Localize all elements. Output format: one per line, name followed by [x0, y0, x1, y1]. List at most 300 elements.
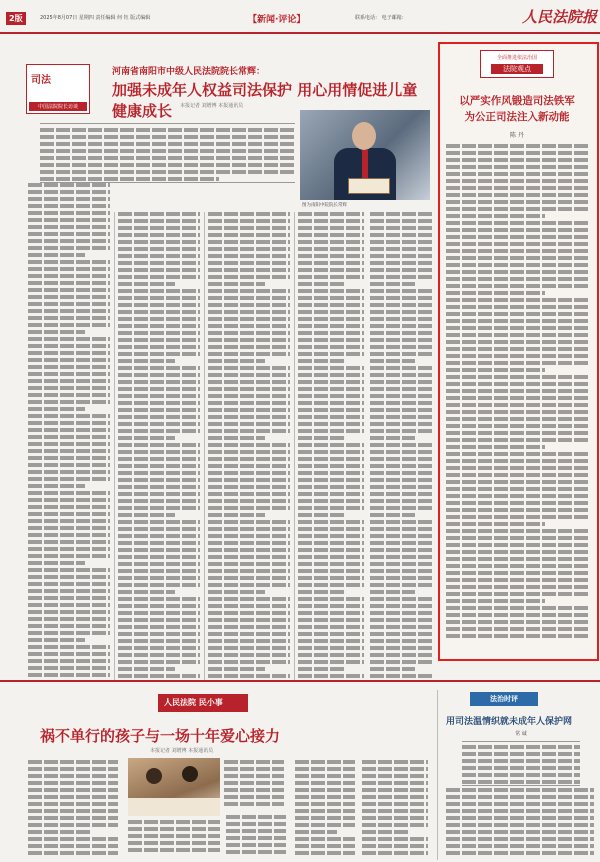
text-line [28, 830, 91, 834]
text-line [208, 233, 290, 237]
text-line [28, 197, 110, 201]
text-line [370, 541, 434, 545]
text-line [446, 403, 588, 407]
text-line [28, 533, 110, 537]
text-line [370, 632, 434, 636]
text-line [118, 254, 200, 258]
text-line [446, 487, 588, 491]
text-line [28, 638, 85, 642]
text-line [208, 268, 290, 272]
text-line [28, 554, 110, 558]
text-line [298, 359, 344, 363]
text-line [362, 816, 428, 820]
text-line [118, 618, 200, 622]
text-line [295, 781, 355, 785]
text-line [446, 144, 588, 148]
text-line [224, 774, 284, 778]
text-line [298, 576, 364, 580]
text-line [28, 809, 118, 813]
text-line [118, 345, 200, 349]
text-line [226, 843, 286, 847]
text-line [370, 485, 434, 489]
text-line [118, 226, 200, 230]
text-line [28, 645, 110, 649]
text-line [208, 240, 290, 244]
column-rule [204, 212, 205, 680]
bottom-right-author: 常 诚 [515, 731, 527, 737]
text-line [224, 788, 284, 792]
column-rule [114, 212, 115, 680]
text-line [208, 457, 290, 461]
text-line [370, 212, 434, 216]
text-line [295, 823, 355, 827]
text-line [370, 471, 434, 475]
text-line [446, 550, 588, 554]
text-line [28, 407, 85, 411]
text-line [446, 396, 588, 400]
text-line [224, 767, 284, 771]
text-line [298, 499, 364, 503]
text-line [118, 660, 200, 664]
text-line [128, 827, 220, 831]
text-line [370, 436, 415, 440]
text-line [295, 816, 355, 820]
text-line [298, 233, 364, 237]
text-line [298, 261, 364, 265]
text-line [446, 501, 588, 505]
text-line [208, 520, 290, 524]
text-line [298, 303, 364, 307]
text-line [118, 562, 200, 566]
text-line [446, 613, 588, 617]
text-line [446, 151, 588, 155]
text-line [208, 219, 290, 223]
text-line [446, 277, 588, 281]
text-line [28, 652, 110, 656]
text-line [208, 261, 290, 265]
text-line [370, 429, 434, 433]
text-line [446, 508, 588, 512]
text-line [118, 394, 200, 398]
text-line [224, 802, 284, 806]
text-line [118, 646, 200, 650]
text-line [298, 282, 344, 286]
text-line [370, 233, 434, 237]
text-line [446, 627, 588, 631]
text-line [298, 611, 364, 615]
text-line [208, 226, 290, 230]
text-line [462, 773, 580, 777]
text-line [298, 478, 364, 482]
text-line [370, 667, 415, 671]
text-line [370, 625, 434, 629]
text-line [370, 380, 434, 384]
text-line [370, 310, 434, 314]
text-line [118, 548, 200, 552]
text-line [208, 443, 290, 447]
text-line [118, 541, 200, 545]
text-line [446, 473, 588, 477]
text-line [446, 298, 588, 302]
bottom-right-headline: 用司法温情织就未成年人保护网 [446, 717, 573, 727]
text-line [370, 387, 434, 391]
text-line [208, 401, 290, 405]
text-line [28, 837, 118, 841]
text-line [446, 319, 588, 323]
text-line [446, 193, 588, 197]
text-line [28, 183, 110, 187]
text-line [446, 340, 588, 344]
text-line [295, 767, 355, 771]
text-line [118, 408, 200, 412]
text-line [370, 590, 415, 594]
text-line [118, 212, 200, 216]
text-line [28, 788, 118, 792]
text-line [28, 484, 85, 488]
text-line [298, 520, 364, 524]
contact-info: 联系电话： 电子邮箱： [355, 15, 407, 21]
text-line [298, 254, 364, 258]
text-line [362, 767, 428, 771]
text-line [28, 491, 110, 495]
text-line [208, 373, 290, 377]
text-line [362, 837, 428, 841]
text-line [208, 548, 290, 552]
text-line [298, 268, 364, 272]
text-line [370, 317, 434, 321]
text-line [298, 625, 364, 629]
text-line [28, 330, 85, 334]
text-line [224, 781, 284, 785]
text-line [118, 450, 200, 454]
bottom-column-5 [362, 760, 428, 860]
text-line [28, 666, 110, 670]
text-line [298, 569, 364, 573]
text-line [362, 760, 428, 764]
page-number: 2版 [6, 12, 26, 25]
text-line [28, 442, 110, 446]
text-line [298, 289, 364, 293]
text-line [446, 802, 594, 806]
text-line [370, 674, 434, 678]
text-line [446, 382, 588, 386]
text-line [118, 296, 200, 300]
text-line [28, 323, 110, 327]
text-line [28, 414, 110, 418]
text-line [370, 569, 434, 573]
text-line [298, 604, 364, 608]
text-line [128, 841, 220, 845]
text-line [446, 431, 588, 435]
text-line [118, 611, 200, 615]
text-line [298, 632, 364, 636]
bottom-right-body [446, 788, 594, 860]
text-line [118, 499, 200, 503]
column-rule [437, 690, 438, 860]
text-line [370, 247, 434, 251]
text-line [118, 513, 175, 517]
text-line [208, 583, 290, 587]
text-line [370, 548, 434, 552]
text-line [446, 424, 588, 428]
text-line [446, 172, 588, 176]
text-line [118, 429, 200, 433]
text-line [446, 221, 588, 225]
text-line [208, 352, 290, 356]
text-line [118, 338, 200, 342]
commentary-body [446, 144, 588, 644]
text-line [118, 219, 200, 223]
text-line [28, 358, 110, 362]
text-line [446, 438, 588, 442]
bottom-photo [128, 758, 220, 816]
text-line [446, 634, 588, 638]
text-line [446, 592, 588, 596]
commentary-title-line-1: 以严实作风锻造司法铁军 [459, 95, 575, 107]
text-line [446, 445, 545, 449]
bottom-column-3 [226, 815, 286, 860]
text-line [446, 389, 588, 393]
commentary-author: 陈 丹 [510, 132, 524, 139]
text-line [28, 211, 110, 215]
text-line [118, 604, 200, 608]
text-line [28, 816, 118, 820]
text-line [370, 338, 434, 342]
text-line [208, 408, 290, 412]
text-line [446, 228, 588, 232]
text-line [208, 422, 290, 426]
text-line [446, 788, 594, 792]
text-line [370, 394, 434, 398]
text-line [298, 590, 344, 594]
text-line [298, 366, 364, 370]
text-line [462, 759, 580, 763]
text-line [298, 408, 364, 412]
text-line [118, 583, 200, 587]
text-line [446, 599, 545, 603]
text-line [28, 561, 85, 565]
text-line [370, 324, 434, 328]
bottom-right-quote [462, 741, 580, 786]
bottom-brand [158, 694, 248, 712]
text-line [462, 766, 580, 770]
text-line [208, 632, 290, 636]
text-line [208, 415, 290, 419]
text-line [28, 505, 110, 509]
interview-brand-bottom: 中国法院院长访谈 [29, 102, 87, 111]
text-line [208, 247, 290, 251]
text-line [28, 190, 110, 194]
text-line [362, 781, 428, 785]
text-line [208, 562, 290, 566]
text-line [28, 802, 118, 806]
text-line [298, 660, 364, 664]
text-line [446, 312, 588, 316]
main-intro-text [40, 123, 295, 183]
text-line [446, 354, 588, 358]
text-line [118, 401, 200, 405]
text-line [208, 513, 265, 517]
text-line [208, 478, 290, 482]
text-line [208, 338, 290, 342]
text-line [208, 303, 290, 307]
text-line [226, 829, 286, 833]
text-line [298, 555, 364, 559]
text-line [118, 275, 200, 279]
text-line [298, 471, 364, 475]
text-line [28, 449, 110, 453]
text-line [362, 809, 428, 813]
text-line [28, 596, 110, 600]
text-line [118, 443, 200, 447]
text-line [28, 512, 110, 516]
text-line [28, 540, 110, 544]
text-line [208, 492, 290, 496]
commentary-tag-label: 法院观点 [491, 64, 543, 74]
text-line [446, 305, 588, 309]
text-line [462, 780, 580, 784]
text-line [370, 303, 434, 307]
text-line [298, 352, 364, 356]
text-line [208, 569, 290, 573]
text-line [295, 830, 337, 834]
text-line [208, 576, 290, 580]
text-line [208, 506, 290, 510]
text-line [370, 359, 415, 363]
text-line [298, 457, 364, 461]
text-line [28, 795, 118, 799]
text-line [28, 267, 110, 271]
text-line [118, 478, 200, 482]
text-line [208, 674, 290, 678]
text-line [446, 466, 588, 470]
main-byline: 本报记者 刘增博 本报通讯员 [180, 103, 244, 109]
text-line [28, 774, 118, 778]
text-line [28, 421, 110, 425]
text-line [370, 457, 434, 461]
text-line [370, 597, 434, 601]
text-line [446, 564, 588, 568]
text-line [446, 417, 588, 421]
text-line [118, 261, 200, 265]
text-line [118, 674, 200, 678]
text-line [208, 450, 290, 454]
text-line [446, 557, 588, 561]
bottom-column-1 [28, 760, 118, 860]
text-line [446, 326, 588, 330]
text-line [446, 529, 588, 533]
text-line [370, 520, 434, 524]
text-line [362, 774, 428, 778]
text-line [28, 400, 110, 404]
text-line [298, 534, 364, 538]
text-line [28, 372, 110, 376]
text-line [208, 254, 290, 258]
text-line [118, 380, 200, 384]
text-line [208, 282, 265, 286]
text-line [28, 337, 110, 341]
photo-caption: 图为南阳中院院长常辉 [302, 203, 347, 208]
text-line [28, 386, 110, 390]
text-line [28, 463, 110, 467]
text-line [370, 499, 434, 503]
text-line [118, 457, 200, 461]
text-line [446, 837, 594, 841]
text-line [208, 345, 290, 349]
text-line [295, 788, 355, 792]
text-line [446, 368, 545, 372]
main-kicker: 河南省南阳市中级人民法院院长常辉： [112, 67, 266, 77]
text-line [28, 344, 110, 348]
text-line [208, 436, 265, 440]
text-line [370, 254, 434, 258]
text-line [118, 471, 200, 475]
text-line [208, 289, 290, 293]
text-line [208, 464, 290, 468]
text-line [28, 246, 110, 250]
text-line [118, 240, 200, 244]
text-line [208, 625, 290, 629]
text-line [295, 851, 355, 855]
text-line [28, 781, 118, 785]
text-line [118, 331, 200, 335]
text-line [446, 235, 588, 239]
text-line [370, 345, 434, 349]
text-line [446, 494, 588, 498]
text-line [118, 527, 200, 531]
text-line [28, 288, 110, 292]
text-line [28, 568, 110, 572]
bottom-column-4 [295, 760, 355, 860]
text-line [362, 795, 428, 799]
text-line [446, 515, 588, 519]
bottom-byline: 本报记者 刘增博 本报通讯员 [150, 748, 214, 754]
text-line [28, 225, 110, 229]
text-line [28, 456, 110, 460]
text-line [370, 534, 434, 538]
text-line [446, 347, 588, 351]
text-line [446, 795, 594, 799]
text-line [28, 281, 110, 285]
text-line [28, 631, 110, 635]
text-line [118, 303, 200, 307]
text-line [298, 275, 364, 279]
text-line [118, 625, 200, 629]
text-line [370, 408, 434, 412]
text-line [208, 485, 290, 489]
text-line [298, 415, 364, 419]
text-line [446, 333, 588, 337]
text-line [446, 186, 588, 190]
text-line [118, 422, 200, 426]
text-line [298, 485, 364, 489]
text-line [370, 506, 434, 510]
text-line [446, 207, 588, 211]
text-line [446, 270, 588, 274]
commentary-badge-label: 法治时评 [490, 694, 518, 703]
text-line [298, 380, 364, 384]
text-line [118, 653, 200, 657]
text-line [298, 296, 364, 300]
text-line [208, 429, 290, 433]
text-line [118, 415, 200, 419]
text-line [362, 851, 428, 855]
text-line [208, 590, 265, 594]
text-line [118, 317, 200, 321]
text-line [370, 611, 434, 615]
text-line [298, 387, 364, 391]
text-line [28, 260, 110, 264]
